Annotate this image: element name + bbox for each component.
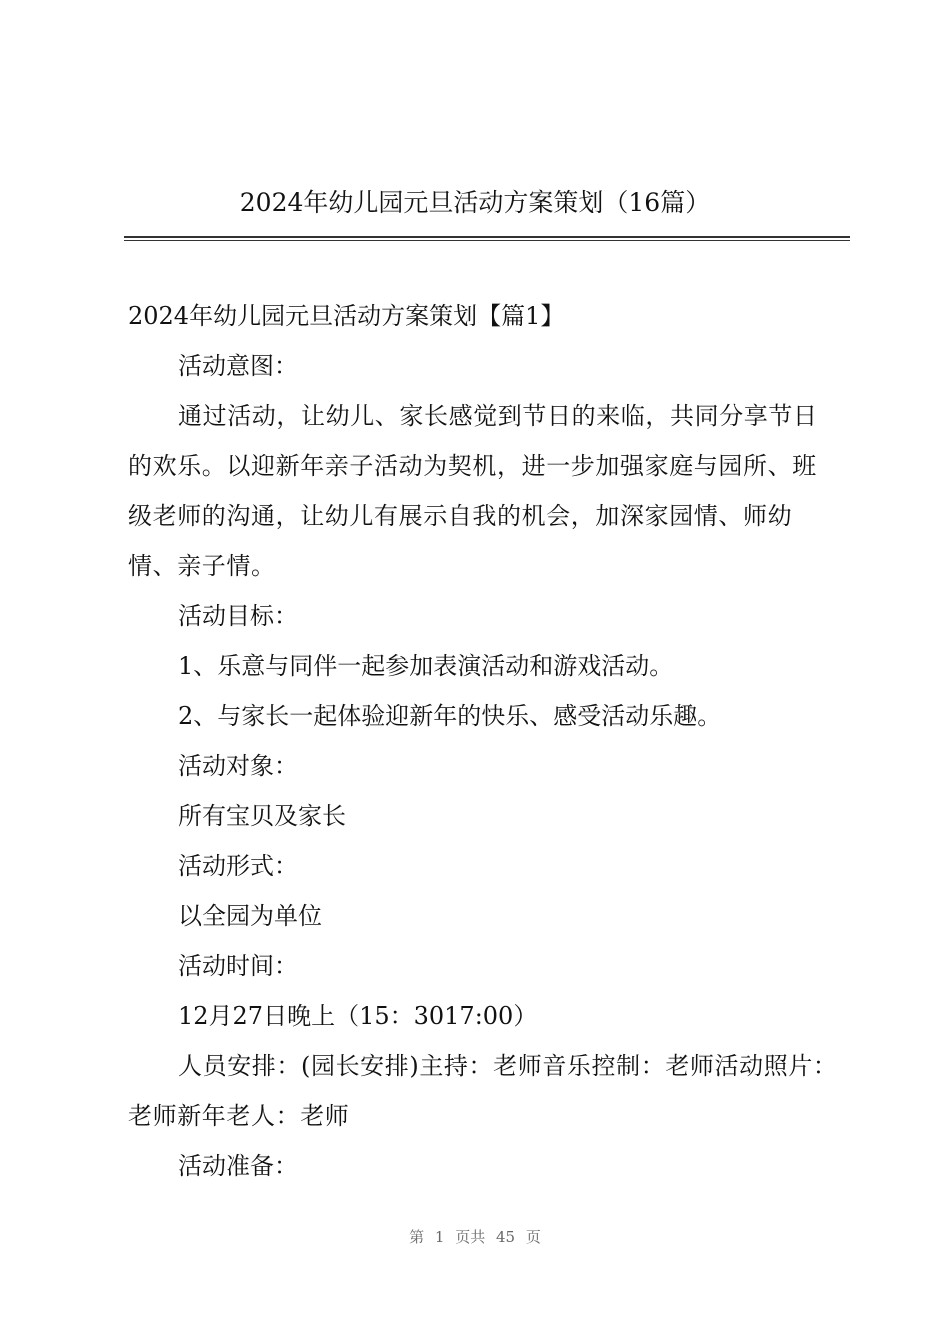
paragraph-goal-label: 活动目标： [178,602,298,630]
document-title: 2024年幼儿园元旦活动方案策划（16篇） [239,188,711,217]
paragraph-audience-label: 活动对象： [178,752,298,780]
paragraph-time-label: 活动时间： [178,952,298,980]
paragraph-audience-body: 所有宝贝及家长 [178,802,346,830]
paragraph-prep-label: 活动准备： [178,1152,298,1180]
page-number-footer: 第 1 页共 45 页 [409,1228,541,1246]
paragraph-time-body: 12月27日晚上（15：3017:00） [178,1002,538,1030]
title-divider [124,236,850,241]
paragraph-staff: 人员安排：(园长安排)主持：老师音乐控制：老师活动照片：老师新年老人：老师 [128,1052,838,1130]
paragraph-intent-label: 活动意图： [178,352,298,380]
paragraph-intent-body: 通过活动，让幼儿、家长感觉到节日的来临，共同分享节日的欢乐。以迎新年亲子活动为契机，进一步加强家庭与园所、班级老师的沟通，让幼儿有展示自我的机会，加深家园情、师幼情、亲子情。 [128,402,818,580]
paragraph-goal-1: 1、乐意与同伴一起参加表演活动和游戏活动。 [178,652,674,680]
paragraph-form-body: 以全园为单位 [178,902,322,930]
section-heading: 2024年幼儿园元旦活动方案策划【篇1】 [128,302,565,330]
paragraph-form-label: 活动形式： [178,852,298,880]
paragraph-goal-2: 2、与家长一起体验迎新年的快乐、感受活动乐趣。 [178,702,722,730]
